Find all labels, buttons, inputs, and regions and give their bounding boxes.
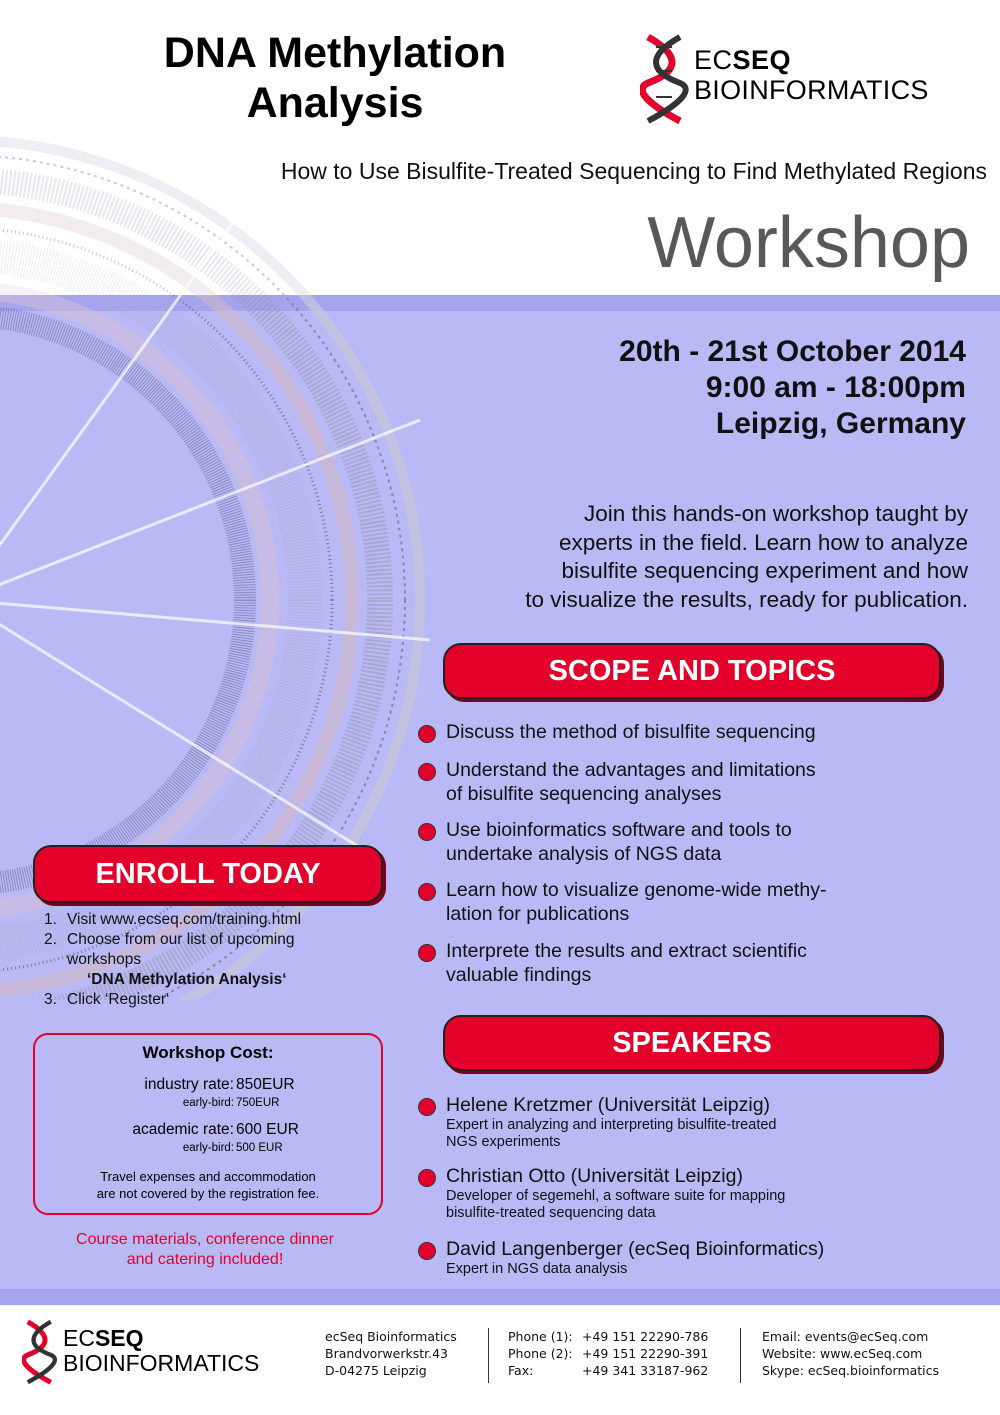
workshop-name: ‘DNA Methylation Analysis‘	[87, 971, 287, 988]
event-time: 9:00 am - 18:00pm	[705, 371, 966, 404]
event-dates: 20th - 21st October 2014	[619, 335, 966, 368]
enroll-step-visit: Visit www.ecseq.com/training.html	[67, 911, 302, 928]
title-line-2: Analysis	[246, 79, 424, 127]
intro-text	[0, 500, 968, 614]
bullet-icon	[418, 823, 436, 841]
intro-line: bisulfite sequencing experiment and how	[561, 558, 968, 583]
enroll-steps: 1. Visit www.ecseq.com/training.html 2. Choose from our list of upcoming workshops ‘DNA Methylation Analysis‘ 3. Click ‘Register‘	[44, 910, 414, 1010]
cost-title: Workshop Cost:	[142, 1043, 274, 1062]
title-line-1: DNA Methylation	[163, 29, 507, 77]
page-title	[100, 28, 570, 128]
bullet-icon	[418, 944, 436, 962]
workshop-heading: Workshop	[647, 203, 970, 283]
speaker-name: Christian Otto (Universität Leipzig)	[446, 1165, 743, 1187]
footer-divider	[488, 1328, 489, 1383]
speakers-heading: SPEAKERS	[443, 1015, 941, 1071]
panel-bottom-band	[0, 1289, 1000, 1305]
subtitle: How to Use Bisulfite-Treated Sequencing to Find Methylated Regions	[280, 158, 987, 184]
event-info	[0, 334, 966, 442]
enroll-step-register: Click ‘Register‘	[67, 991, 170, 1008]
speaker-name: David Langenberger (ecSeq Bioinformatics)	[446, 1238, 825, 1260]
enroll-step-choose: Choose from our list of upcoming	[67, 931, 295, 948]
bullet-icon	[418, 1098, 436, 1116]
bullet-icon	[418, 1169, 436, 1187]
dna-helix-icon	[640, 33, 690, 125]
footer-email: Email: events@ecSeq.com	[762, 1329, 929, 1344]
dna-helix-icon	[22, 1318, 58, 1386]
logo-text: ECSEQ BIOINFORMATICS	[63, 1325, 260, 1376]
included-note: Course materials, conference dinner and catering included!	[76, 1231, 334, 1268]
footer-skype: Skype: ecSeq.bioinformatics	[762, 1363, 940, 1378]
enroll-heading: ENROLL TODAY	[33, 845, 383, 903]
footer-phone: Phone (1): +49 151 22290-786 Phone (2): +49 151 22290-391 Fax: +49 341 33187-962	[508, 1329, 709, 1378]
footer-divider	[740, 1328, 741, 1383]
event-location: Leipzig, Germany	[715, 407, 966, 440]
bullet-icon	[418, 1242, 436, 1260]
footer-address: ecSeq Bioinformatics Brandvorwerkstr.43 D-04275 Leipzig	[325, 1329, 457, 1378]
speaker-name: Helene Kretzmer (Universität Leipzig)	[446, 1094, 771, 1116]
scope-heading: SCOPE AND TOPICS	[443, 643, 941, 699]
bullet-icon	[418, 725, 436, 743]
bullet-icon	[418, 883, 436, 901]
footer-website: Website: www.ecSeq.com	[762, 1346, 923, 1361]
cost-note: Travel expenses and accommodation are not covered by the registration fee.	[96, 1169, 320, 1201]
logo-text: ECSEQ BIOINFORMATICS	[694, 45, 929, 105]
intro-line: Join this hands-on workshop taught by	[584, 501, 968, 526]
intro-line: to visualize the results, ready for publication.	[525, 586, 968, 612]
intro-line: experts in the field. Learn how to analyze	[559, 529, 968, 555]
footer-contact	[762, 1328, 939, 1379]
bullet-icon	[418, 763, 436, 781]
